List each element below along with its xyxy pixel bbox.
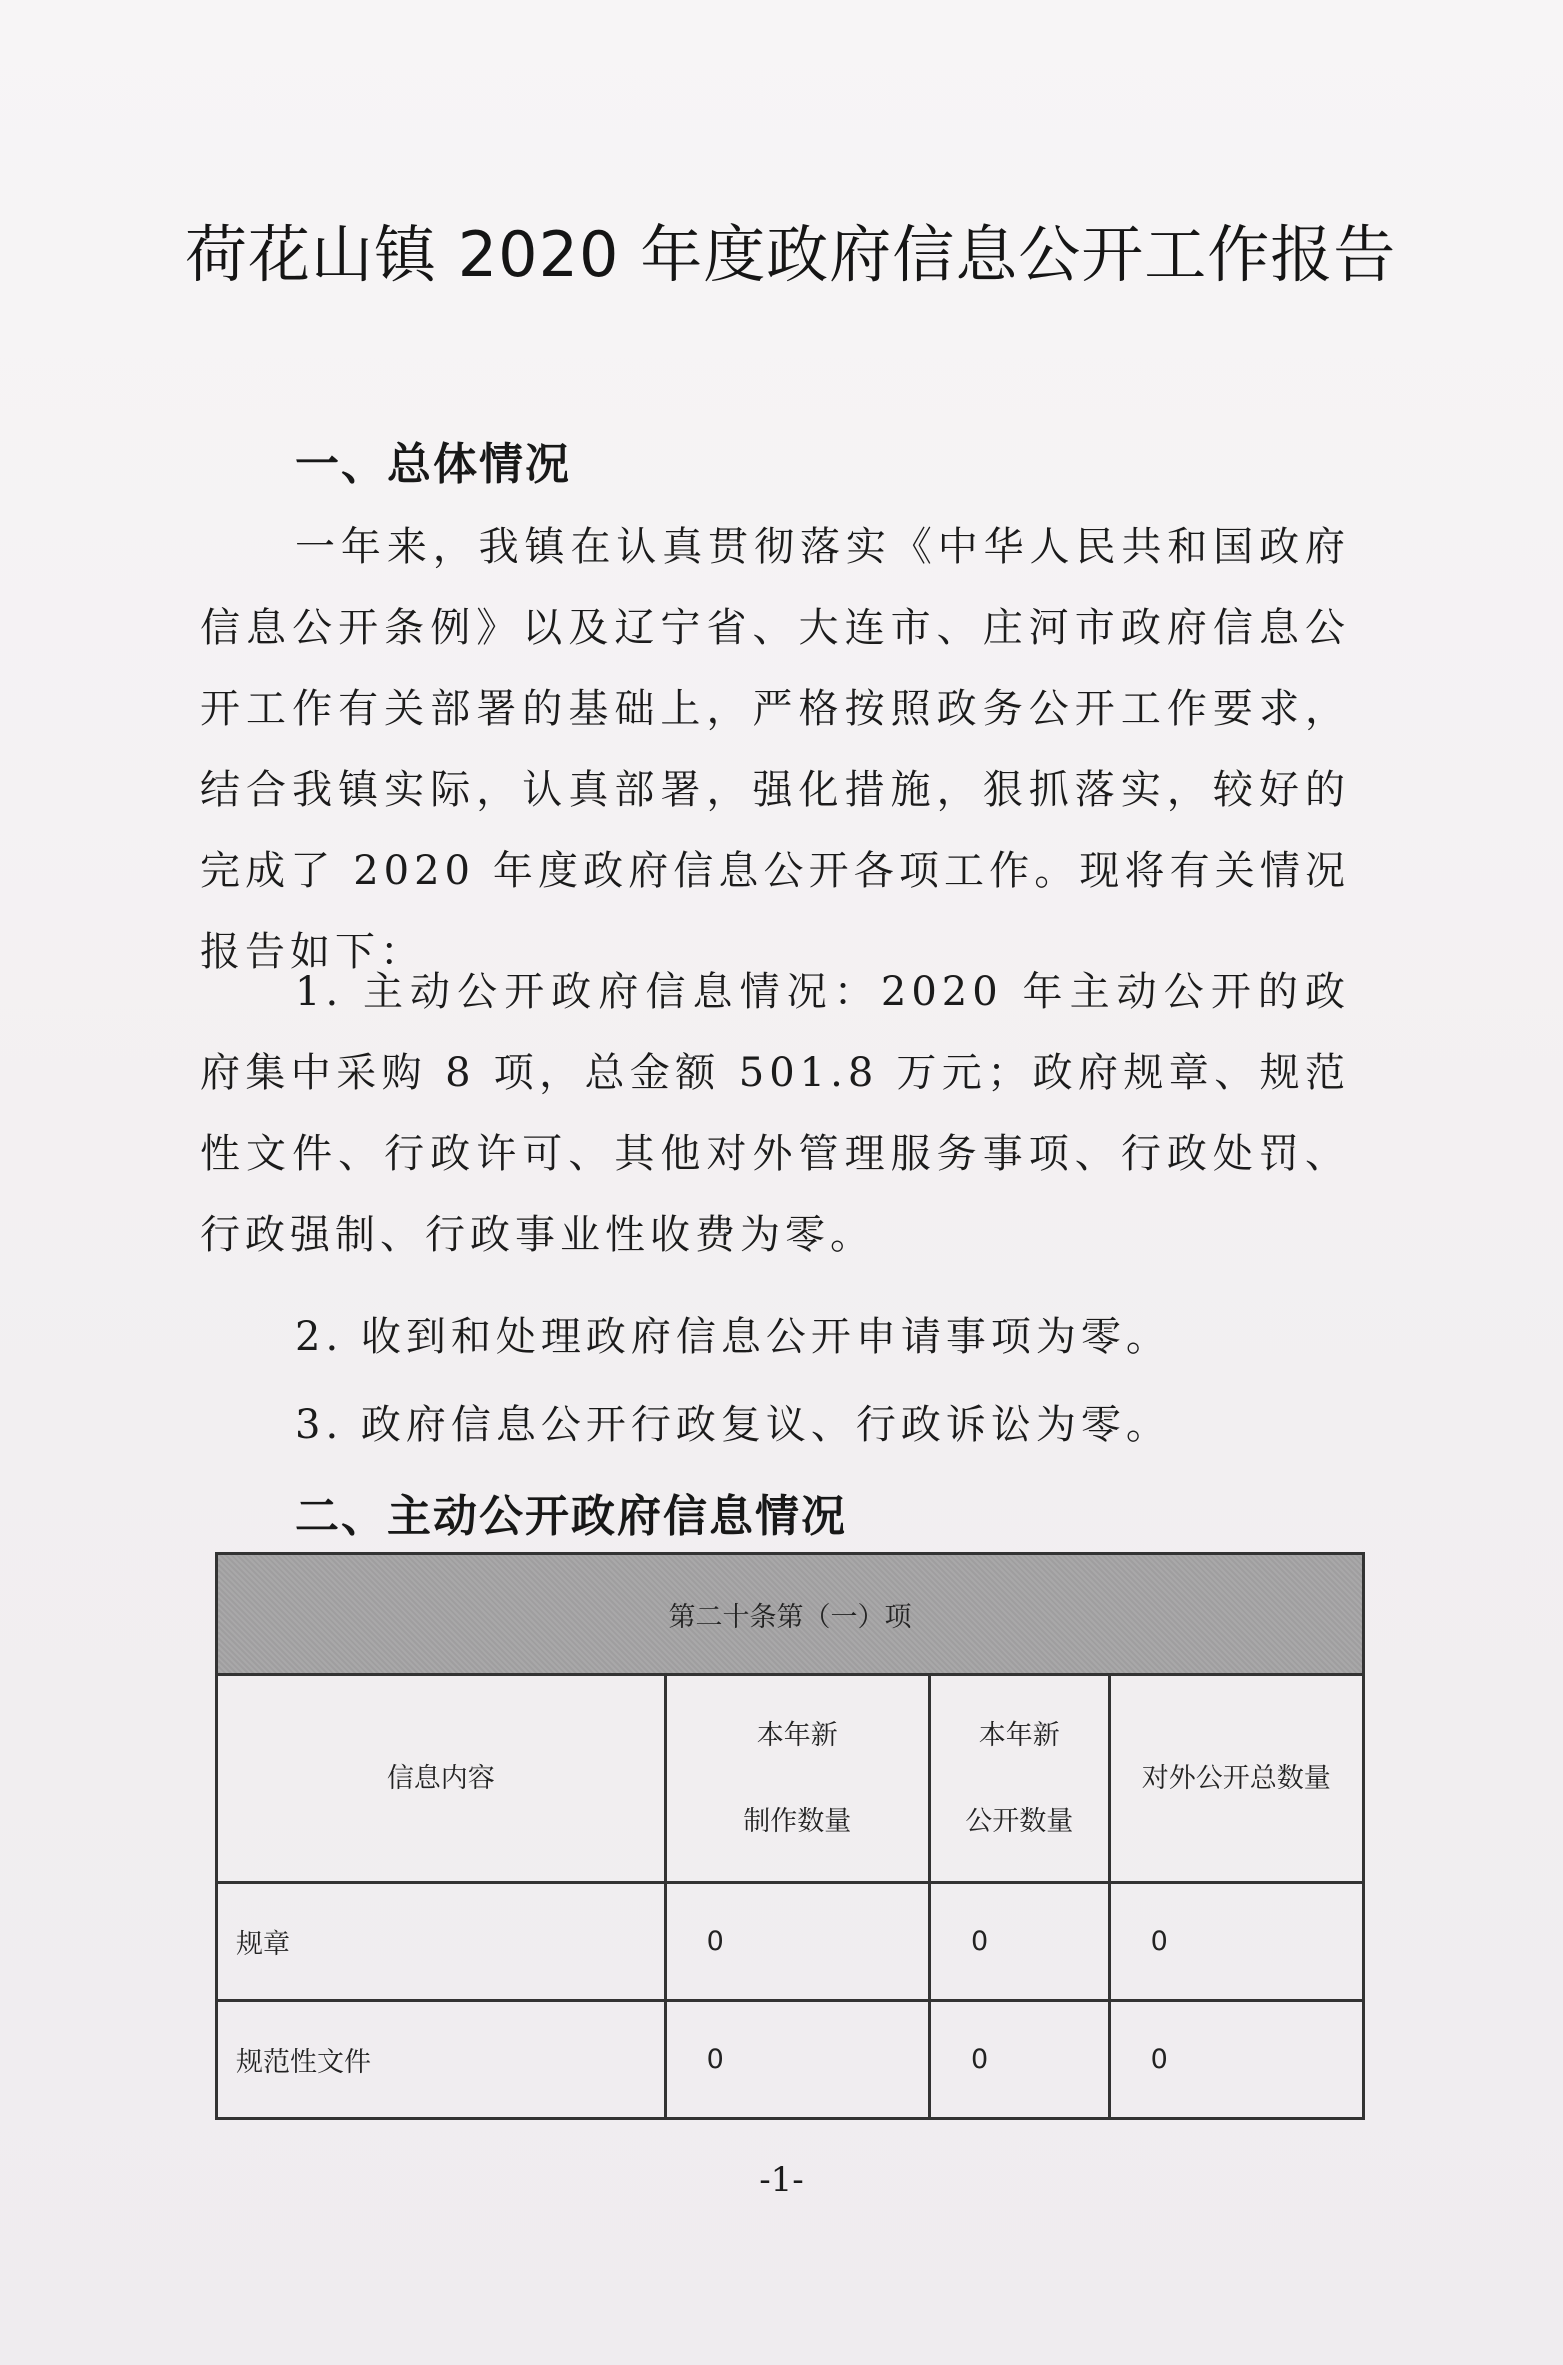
column-header-made (665, 1675, 929, 1883)
row-label: 规章 (217, 1883, 666, 2001)
column-header-total: 对外公开总数量 (1109, 1675, 1363, 1883)
column-header-made-line-2: 制作数量 (743, 1805, 852, 1837)
paragraph-item-3: 3. 政府信息公开行政复议、行政诉讼为零。 (295, 1402, 1171, 1448)
cell-made: 0 (665, 2001, 929, 2119)
disclosure-table (215, 1552, 1365, 2120)
column-header-made-line-1: 本年新 (756, 1719, 838, 1751)
column-header-content: 信息内容 (217, 1675, 666, 1883)
column-header-published-line-1: 本年新 (978, 1719, 1060, 1751)
paragraph-item-1: 1. 主动公开政府信息情况：2020 年主动公开的政府集中采购 8 项，总金额 501.8 万元；政府规章、规范性文件、行政许可、其他对外管理服务事项、行政处罚、行政强制、行政事业性收费为零。 (200, 969, 1350, 1258)
document-title: 荷花山镇 2020 年度政府信息公开工作报告 (185, 218, 1397, 291)
cell-published: 0 (929, 2001, 1109, 2119)
table-column-header-row (217, 1675, 1364, 1883)
paragraph-item-2: 2. 收到和处理政府信息公开申请事项为零。 (295, 1314, 1171, 1360)
page-number: -1- (759, 2160, 804, 2200)
table-row (217, 1883, 1364, 2001)
cell-published: 0 (929, 1883, 1109, 2001)
cell-made: 0 (665, 1883, 929, 2001)
paragraph-overview: 一年来，我镇在认真贯彻落实《中华人民共和国政府信息公开条例》以及辽宁省、大连市、庄河市政府信息公开工作有关部署的基础上，严格按照政务公开工作要求，结合我镇实际，认真部署，强化措施，狠抓落实，较好的完成了 2020 年度政府信息公开各项工作。现将有关情况报告如下： (200, 524, 1350, 975)
section-heading-overview: 一、总体情况 (295, 439, 571, 490)
cell-total: 0 (1109, 1883, 1363, 2001)
cell-total: 0 (1109, 2001, 1363, 2119)
section-heading-active-disclosure: 二、主动公开政府信息情况 (295, 1491, 847, 1542)
table-row (217, 2001, 1364, 2119)
column-header-published-line-2: 公开数量 (965, 1805, 1074, 1837)
row-label: 规范性文件 (217, 2001, 666, 2119)
table-header-row (217, 1554, 1364, 1675)
column-header-published (929, 1675, 1109, 1883)
table-section-header: 第二十条第（一）项 (217, 1554, 1364, 1675)
